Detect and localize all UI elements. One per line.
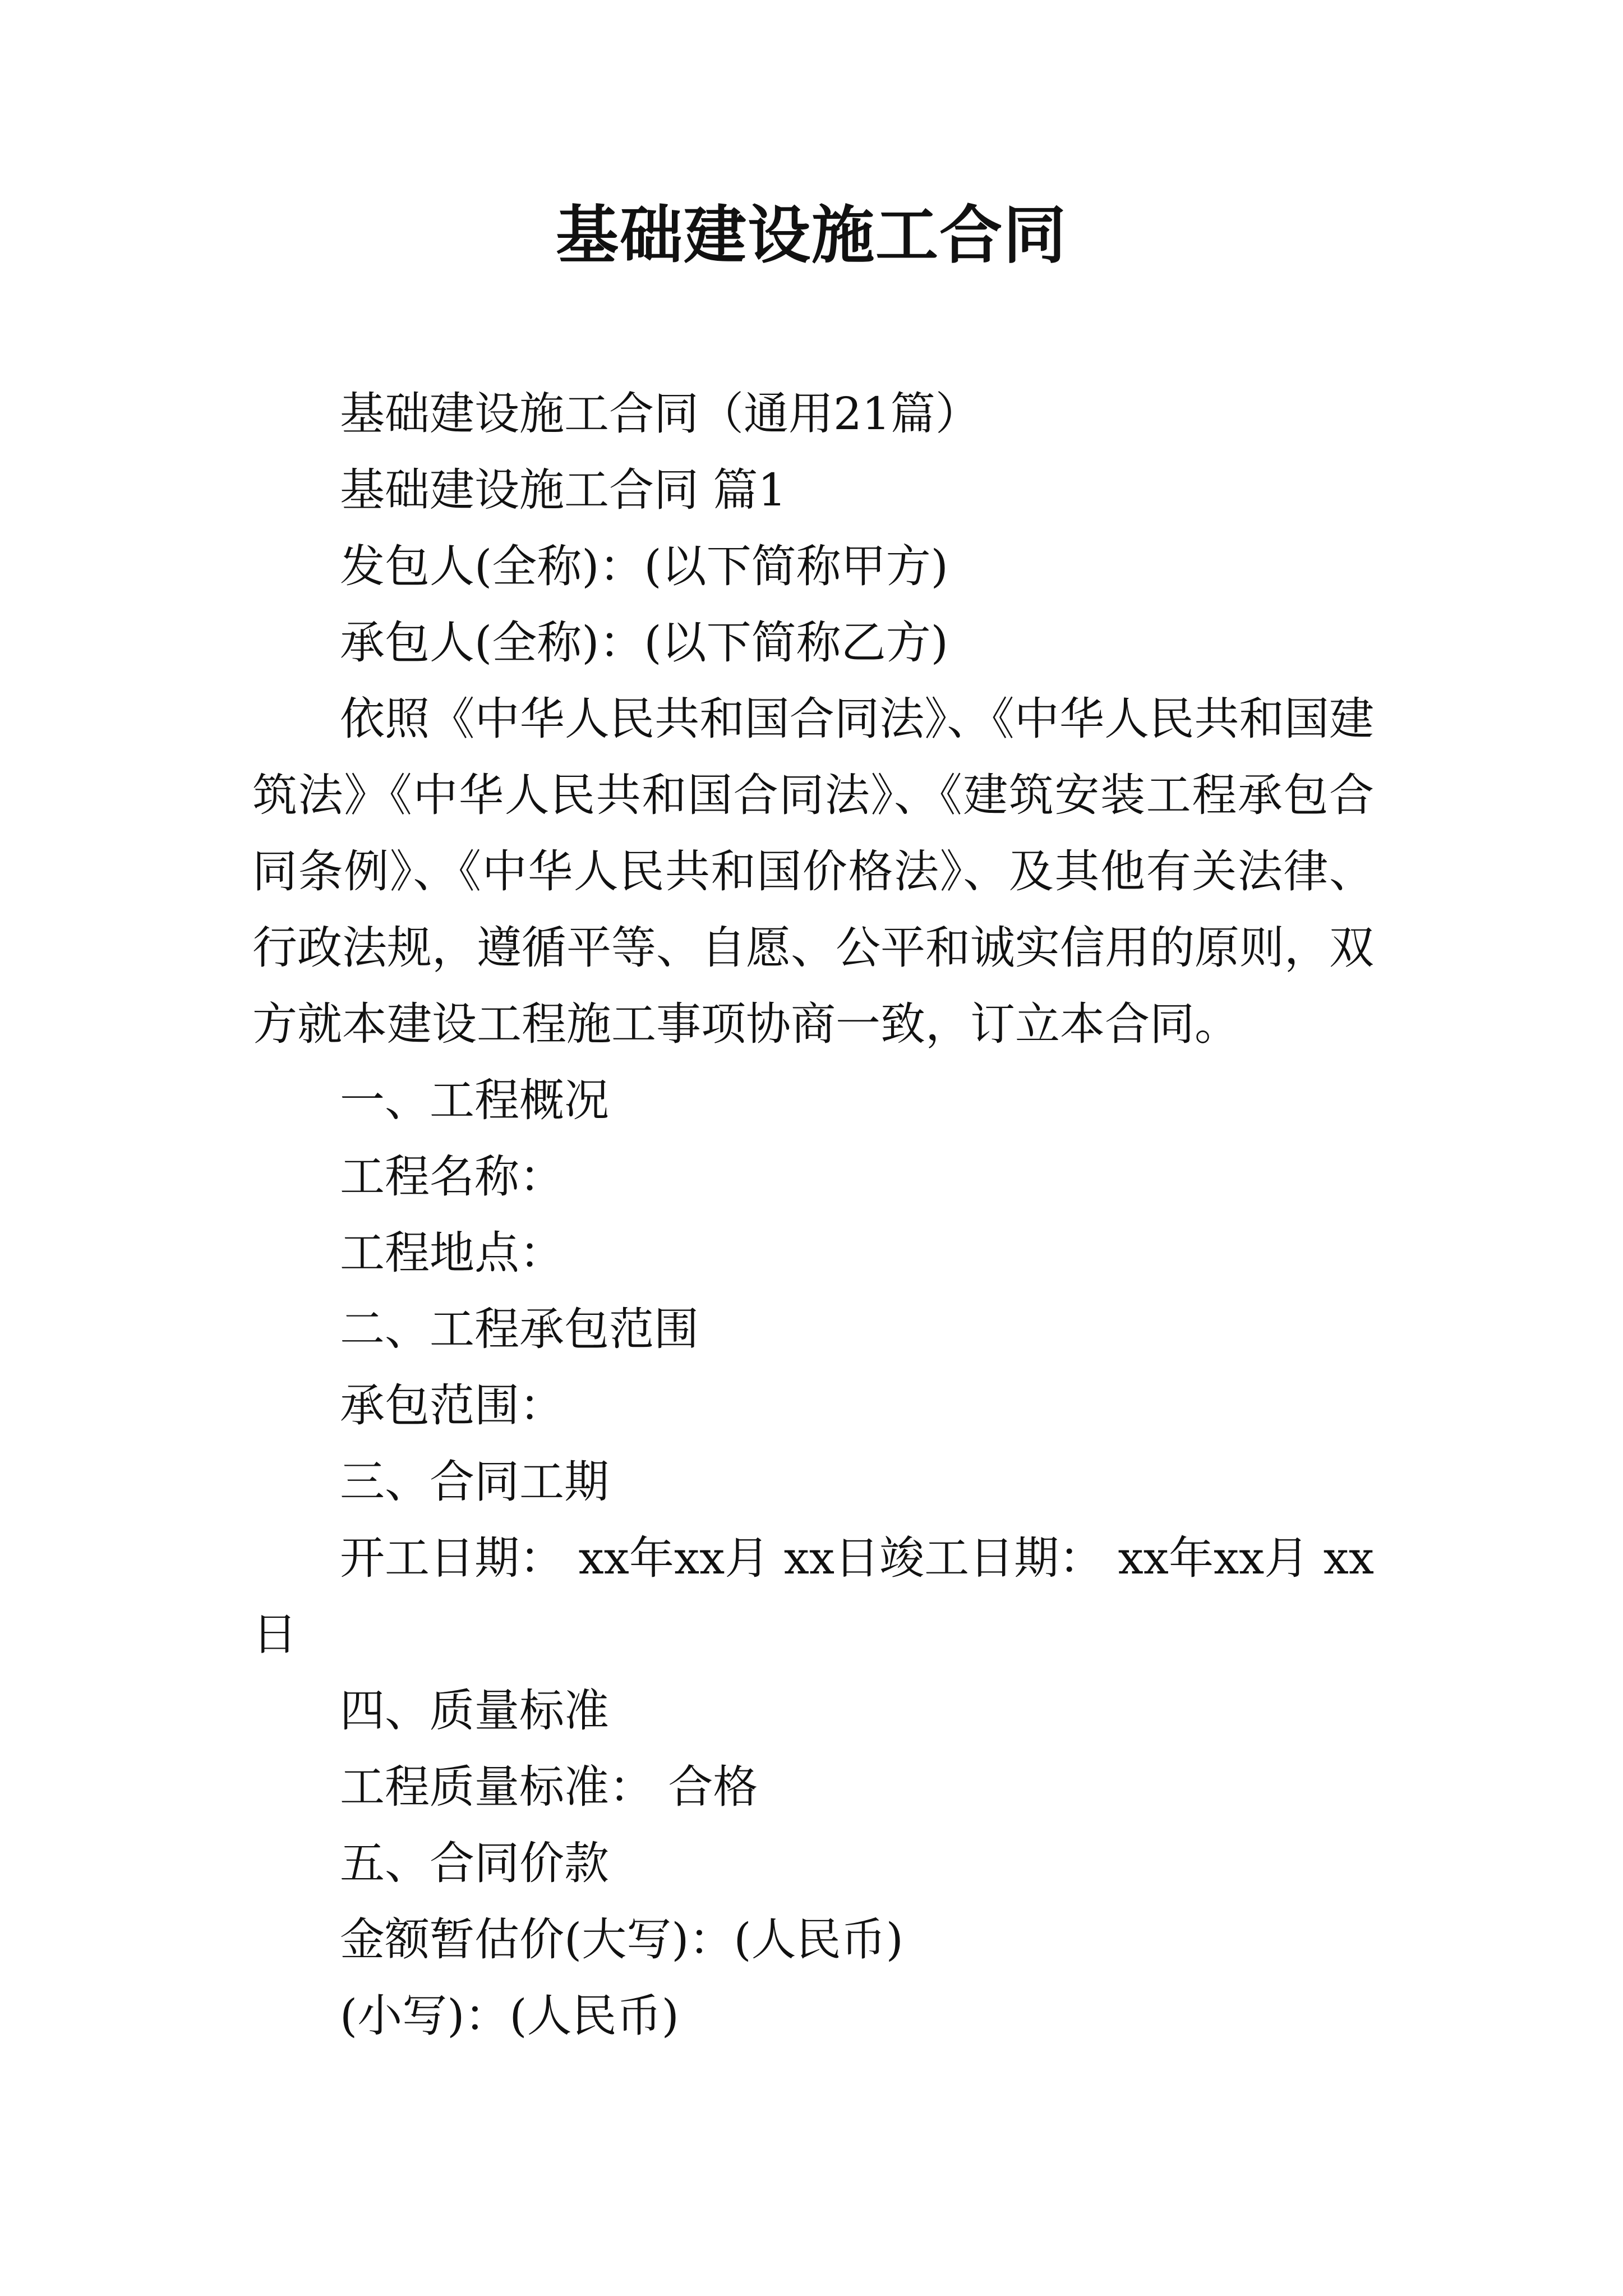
paragraph-scope: 承包范围： [340, 1379, 564, 1432]
paragraph-heading-duration: 三、合同工期 [340, 1456, 609, 1508]
paragraph-project-name: 工程名称： [340, 1151, 564, 1203]
paragraph-heading-project-overview: 一、工程概况 [340, 1074, 609, 1126]
paragraph-quality-standard: 工程质量标准： 合格 [340, 1761, 758, 1813]
paragraph-heading-price: 五、合同价款 [340, 1837, 609, 1889]
paragraph-heading-quality: 四、质量标准 [340, 1685, 609, 1737]
paragraph-party-a: 发包人(全称)：(以下简称甲方) [340, 540, 948, 592]
paragraph-subtitle: 基础建设施工合同（通用21篇） [340, 388, 980, 440]
paragraph-party-b: 承包人(全称)：(以下简称乙方) [340, 616, 948, 669]
document-body [252, 376, 1374, 2054]
paragraph-heading-scope: 二、工程承包范围 [340, 1303, 699, 1355]
paragraph-price-lowercase: (小写)：(人民币) [340, 1990, 679, 2042]
paragraph-price-uppercase: 金额暂估价(大写)：(人民币) [340, 1913, 903, 1966]
document-title: 基础建设施工合同 [556, 199, 1067, 272]
paragraph-section-heading: 基础建设施工合同 篇1 [340, 464, 787, 516]
paragraph-project-location: 工程地点： [340, 1227, 564, 1279]
paragraph-legal-basis: 依照《中华人民共和国合同法》、《中华人民共和国建筑法》《中华人民共和国合同法》、《建筑安装工程承包合同条例》、《中华人民共和国价格法》、及其他有关法律、行政法规，遵循平等、自愿、公平和诚实信用的原则，双方就本建设工程施工事项协商一致，订立本合同。 [252, 693, 1374, 1050]
paragraph-dates: 开工日期： xx年xx月 xx日竣工日期： xx年xx月 xx日 [252, 1532, 1374, 1660]
